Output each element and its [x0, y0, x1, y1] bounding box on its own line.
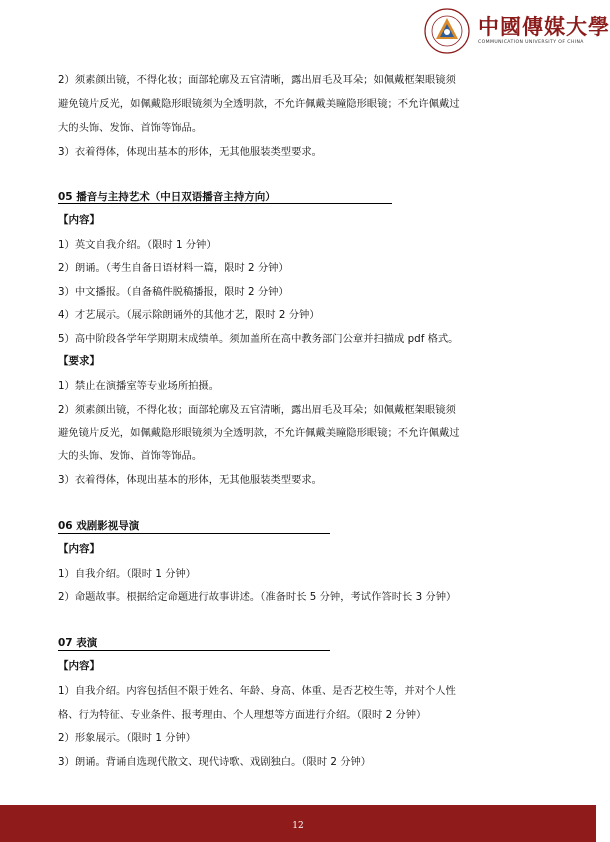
logo-title: 中國傳媒大學	[478, 14, 610, 39]
content-label: 【内容】	[58, 214, 100, 226]
list-item: 1）自我介绍。（限时 1 分钟）	[58, 568, 197, 580]
page-number: 12	[292, 821, 304, 831]
section-title: 06 戏剧影视导演	[58, 520, 140, 532]
list-item: 4）才艺展示。（展示除朗诵外的其他才艺，限时 2 分钟）	[58, 309, 320, 321]
list-item: 3）朗诵。背诵自选现代散文、现代诗歌、戏剧独白。（限时 2 分钟）	[58, 756, 372, 768]
university-seal-icon	[424, 8, 470, 54]
paragraph-line: 避免镜片反光，如佩戴隐形眼镜须为全透明款，不允许佩戴美瞳隐形眼镜；不允许佩戴过	[58, 98, 460, 110]
list-item: 1）英文自我介绍。（限时 1 分钟）	[58, 239, 217, 251]
requirement-label: 【要求】	[58, 355, 100, 367]
list-item: 2）须素颜出镜，不得化妆；面部轮廓及五官清晰，露出眉毛及耳朵；如佩戴框架眼镜须	[58, 404, 456, 416]
list-item: 2）形象展示。（限时 1 分钟）	[58, 732, 197, 744]
paragraph-line: 大的头饰、发饰、首饰等饰品。	[58, 122, 203, 134]
section-title: 07 表演	[58, 637, 98, 649]
section-divider	[58, 650, 330, 651]
list-item: 3）中文播报。（自备稿件脱稿播报，限时 2 分钟）	[58, 286, 289, 298]
list-item: 2）朗诵。（考生自备日语材料一篇，限时 2 分钟）	[58, 262, 289, 274]
list-item: 大的头饰、发饰、首饰等饰品。	[58, 450, 203, 462]
list-item: 3）衣着得体，体现出基本的形体，无其他服装类型要求。	[58, 474, 322, 486]
paragraph-line: 2）须素颜出镜，不得化妆；面部轮廓及五官清晰，露出眉毛及耳朵；如佩戴框架眼镜须	[58, 74, 456, 86]
section-divider	[58, 203, 392, 204]
logo-subtitle: COMMUNICATION UNIVERSITY OF CHINA	[478, 40, 584, 45]
university-logo	[424, 8, 610, 60]
list-item: 避免镜片反光，如佩戴隐形眼镜须为全透明款，不允许佩戴美瞳隐形眼镜；不允许佩戴过	[58, 427, 460, 439]
list-item: 2）命题故事。根据给定命题进行故事讲述。（准备时长 5 分钟，考试作答时长 3 分钟）	[58, 591, 457, 603]
content-label: 【内容】	[58, 543, 100, 555]
content-label: 【内容】	[58, 660, 100, 672]
section-divider	[58, 533, 330, 534]
paragraph-line: 3）衣着得体，体现出基本的形体，无其他服装类型要求。	[58, 146, 322, 158]
list-item: 1）自我介绍。内容包括但不限于姓名、年龄、身高、体重、是否艺校生等，并对个人性	[58, 685, 456, 697]
list-item: 1）禁止在演播室等专业场所拍摄。	[58, 380, 220, 392]
list-item: 格、行为特征、专业条件、报考理由、个人理想等方面进行介绍。（限时 2 分钟）	[58, 709, 427, 721]
list-item: 5）高中阶段各学年学期期末成绩单。须加盖所在高中教务部门公章并扫描成 pdf 格式。	[58, 333, 459, 345]
section-title: 05 播音与主持艺术（中日双语播音主持方向）	[58, 191, 276, 203]
